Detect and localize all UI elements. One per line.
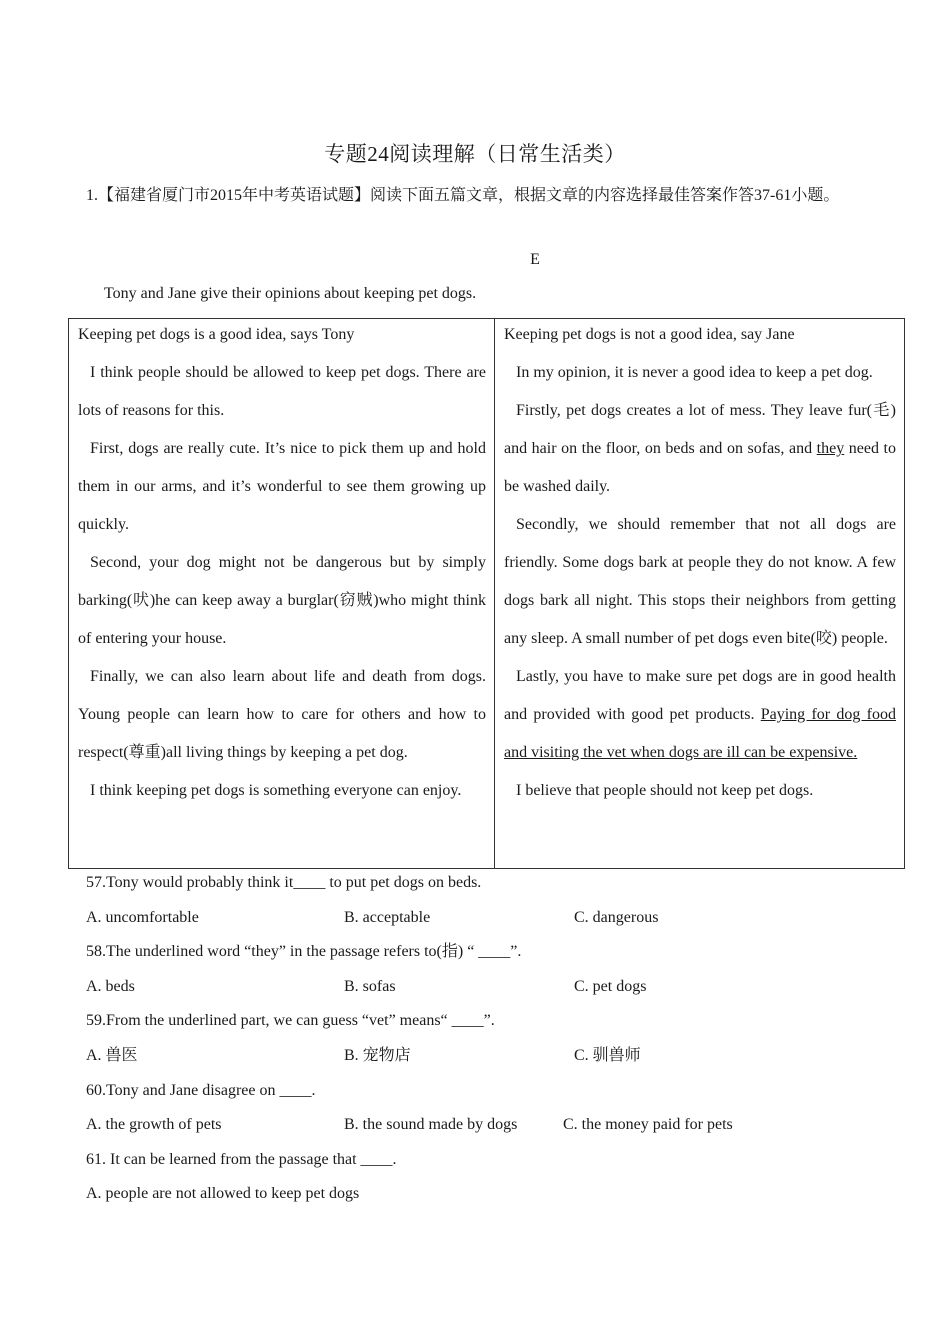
question-stem: 61. It can be learned from the passage that ____. bbox=[86, 1150, 397, 1168]
jane-text: need to be washed daily. bbox=[504, 440, 896, 495]
tony-paragraph: I think people should be allowed to keep pet dogs. There are lots of reasons for this. bbox=[78, 364, 486, 419]
tony-column bbox=[69, 319, 495, 868]
question-stem: 57.Tony would probably think it____ to put pet dogs on beds. bbox=[86, 874, 482, 891]
section-letter: E bbox=[530, 251, 540, 268]
option-a: A. 兽医 bbox=[86, 1046, 138, 1064]
jane-paragraph: Secondly, we should remember that not all dogs are friendly. Some dogs bark at people they do not know. A few dogs bark all night. This stops their neighbors from getting any sleep. A small number of pet dogs even bite(咬) people. bbox=[504, 516, 896, 647]
intro-instructions: 1.【福建省厦门市2015年中考英语试题】阅读下面五篇文章，根据文章的内容选择最佳答案作答37-61小题。 bbox=[86, 187, 840, 204]
answer-options bbox=[86, 905, 886, 940]
question-stem: 58.The underlined word “they” in the passage refers to(指) “ ____”. bbox=[86, 943, 522, 961]
tony-paragraph: Second, your dog might not be dangerous but by simply barking(吠)he can keep away a burglar(窃贼)who might think of entering your house. bbox=[78, 554, 486, 647]
option-a: A. beds bbox=[86, 977, 135, 995]
answer-options bbox=[86, 1181, 886, 1216]
jane-text: Firstly, pet dogs creates a lot of mess. They leave fur(毛) and hair on the floor, on beds and on sofas, and bbox=[504, 402, 896, 457]
question-stem: 60.Tony and Jane disagree on ____. bbox=[86, 1081, 316, 1099]
option-a: A. the growth of pets bbox=[86, 1116, 222, 1134]
jane-paragraph: In my opinion, it is never a good idea to keep a pet dog. bbox=[516, 364, 873, 381]
option-b: B. 宠物店 bbox=[344, 1046, 411, 1064]
underlined-part-vet: Paying for dog food and visiting the vet when dogs are ill can be expensive. bbox=[504, 706, 896, 761]
jane-paragraph: I believe that people should not keep pet dogs. bbox=[516, 782, 814, 799]
answer-options bbox=[86, 1112, 886, 1147]
underlined-word-they: they bbox=[816, 440, 845, 457]
jane-heading: Keeping pet dogs is not a good idea, say Jane bbox=[504, 326, 795, 343]
question-list bbox=[86, 870, 886, 1216]
jane-text: Lastly, you have to make sure pet dogs are in good health and provided with good pet products. bbox=[504, 668, 896, 723]
tony-heading: Keeping pet dogs is a good idea, says Tony bbox=[78, 326, 355, 343]
option-c: C. the money paid for pets bbox=[563, 1116, 733, 1134]
option-b: B. sofas bbox=[344, 977, 396, 995]
answer-options bbox=[86, 974, 886, 1009]
option-c: C. pet dogs bbox=[574, 977, 647, 995]
passage-lead: Tony and Jane give their opinions about keeping pet dogs. bbox=[104, 285, 477, 302]
option-b: B. acceptable bbox=[344, 908, 431, 926]
question-stem: 59.From the underlined part, we can guess “vet” means“ ____”. bbox=[86, 1012, 495, 1030]
tony-paragraph: First, dogs are really cute. It’s nice to pick them up and hold them in our arms, and it’s wonderful to see them growing up quickly. bbox=[78, 440, 486, 533]
jane-paragraph bbox=[504, 392, 896, 506]
option-c: C. dangerous bbox=[574, 908, 659, 926]
answer-options bbox=[86, 1043, 886, 1078]
option-c: C. 驯兽师 bbox=[574, 1046, 641, 1064]
jane-column bbox=[495, 319, 904, 868]
option-a: A. uncomfortable bbox=[86, 908, 199, 926]
option-b: B. the sound made by dogs bbox=[344, 1116, 518, 1134]
tony-paragraph: Finally, we can also learn about life and death from dogs. Young people can learn how to care for others and how to respect(尊重)all living things by keeping a pet dog. bbox=[78, 668, 486, 761]
option-a: A. people are not allowed to keep pet dogs bbox=[86, 1185, 360, 1203]
page-title: 专题24阅读理解（日常生活类） bbox=[324, 142, 626, 166]
tony-paragraph: I think keeping pet dogs is something everyone can enjoy. bbox=[90, 782, 462, 799]
opinion-table bbox=[68, 318, 905, 869]
jane-paragraph bbox=[504, 658, 896, 772]
